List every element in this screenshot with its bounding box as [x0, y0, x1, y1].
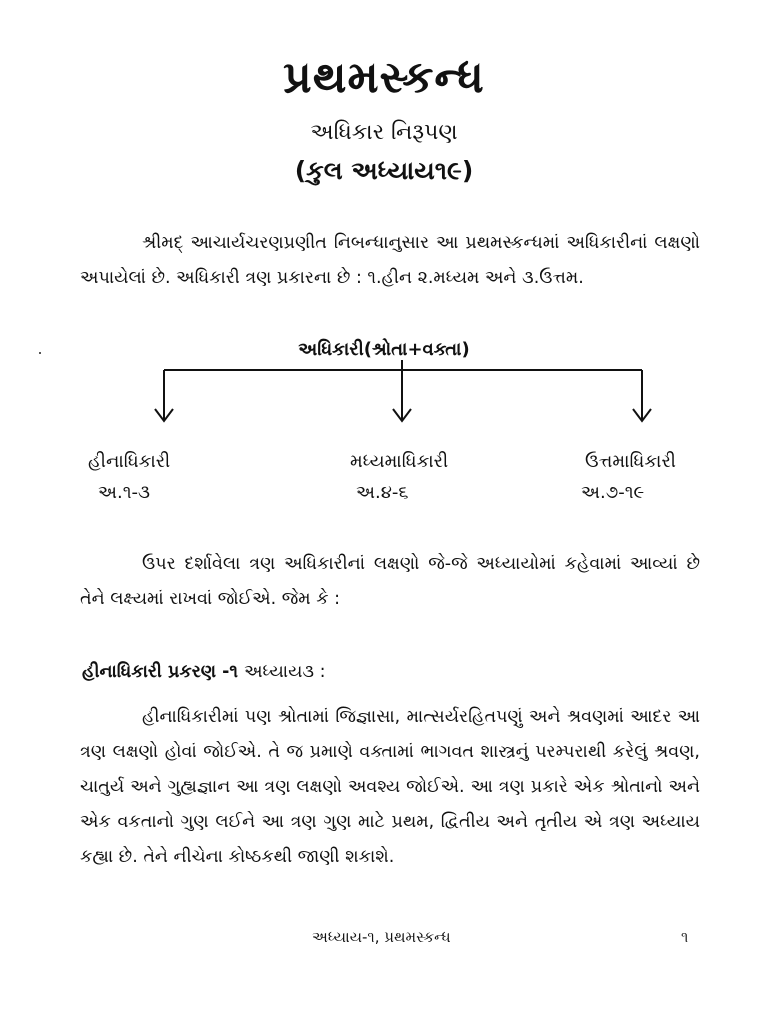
node-range: અ.૪-૬ [356, 482, 409, 503]
diagram-heading: અધિકારી(શ્રોતા+વક્તા) [298, 339, 470, 360]
intro-text: શ્રીમદ્ આચાર્યચરણપ્રણીત નિબન્ધાનુસાર આ પ્રથમસ્કન્ધમાં અધિકારીનાં લક્ષણો અપાયેલાં છે. અધિકારી ત્રણ પ્રકારના છે : ૧.હીન ૨.મધ્યમ અને ૩.ઉત્તમ. [80, 233, 700, 288]
node-range: અ.૭-૧૯ [581, 482, 645, 503]
page-subtitle: અધિકાર નિરૂપણ [310, 120, 458, 145]
chapter-count: (કુલ અધ્યાય૧૯) [294, 156, 474, 185]
node-label: મધ્યમાધિકારી [350, 451, 449, 472]
running-footer: અધ્યાય-૧, પ્રથમસ્કન્ધ [312, 928, 451, 946]
note-text: ઉપર દર્શાવેલા ત્રણ અધિકારીનાં લક્ષણો જે-જે અધ્યાયોમાં કહેવામાં આવ્યાં છે તેને લક્ષ્યમાં રાખવાં જોઈએ. જેમ કે : [80, 554, 700, 609]
diagram-node-middle [350, 451, 448, 503]
section-heading-suffix: અધ્યાય૩ : [244, 662, 326, 682]
diagram-node-high [581, 451, 676, 503]
note-paragraph [80, 547, 700, 617]
section-heading [82, 662, 326, 682]
page-title: પ્રથમસ્કન્ધ [283, 52, 485, 103]
node-label: ઉત્તમાધિકારી [585, 451, 676, 472]
section-body [80, 700, 700, 875]
page-number: ૧ [681, 928, 689, 946]
section-heading-text: હીનાધિકારી પ્રકરણ -૧ [82, 662, 238, 682]
node-label: હીનાધિકારી [88, 451, 171, 472]
diagram-node-low [88, 451, 170, 503]
node-range: અ.૧-૩ [98, 482, 151, 503]
section-body-text: હીનાધિકારીમાં પણ શ્રોતામાં જિજ્ઞાસા, માત્સર્યરહિતપણું અને શ્રવણમાં આદર આ ત્રણ લક્ષણો હોવાં જોઈએ. તે જ પ્રમાણે વક્તામાં ભાગવત શાસ્ત્રનું પરમ્પરાથી કરેલું શ્રવણ, ચાતુર્ય અને ગુહ્યજ્ઞાન આ ત્રણ લક્ષણો અવશ્ય જોઈએ. આ ત્રણ પ્રકારે એક શ્રોતાનો અને એક વકતાનો ગુણ લઈને આ ત્રણ ગુણ માટે પ્રથમ, દ્વિતીય અને તૃતીય એ ત્રણ અધ્યાય કહ્યા છે. તેને નીચેના કોષ્ઠકથી જાણી શકાશે. [80, 707, 700, 867]
